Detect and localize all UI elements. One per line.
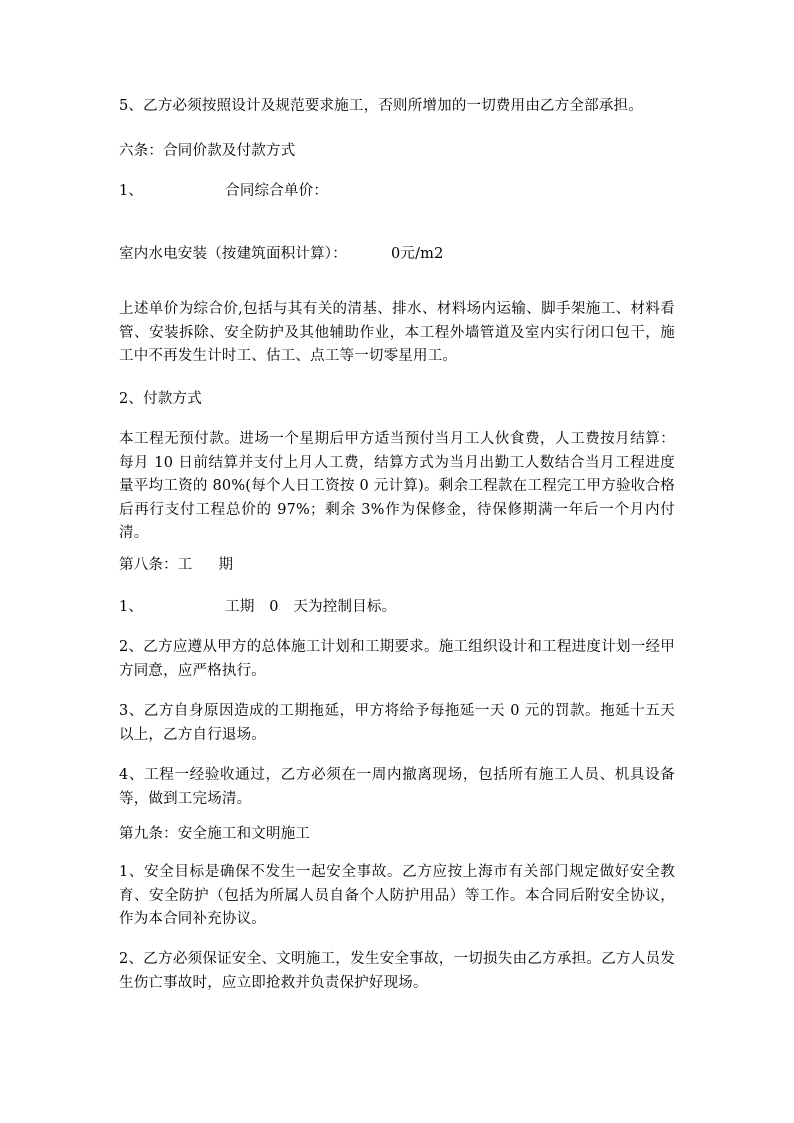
clause-8-1-number: 1、 [119, 599, 144, 615]
section-8-heading-part-a: 第八条：工 [119, 557, 193, 573]
item-1-line [119, 181, 679, 201]
clause-8-1-line [119, 597, 679, 617]
item-1-text: 合同综合单价： [225, 183, 329, 199]
price-label: 室内水电安装（按建筑面积计算）： [119, 246, 347, 262]
clause-9-2-paragraph: 2、乙方必须保证安全、文明施工，发生安全事故，一切损失由乙方承担。乙方人员发生伤亡事故时，应立即抢救并负责保护好现场。 [119, 951, 675, 991]
item-1-number: 1、 [119, 183, 144, 199]
section-9-heading: 第九条：安全施工和文明施工 [119, 826, 311, 842]
clause-8-1-text: 工期 0 天为控制目标。 [225, 599, 397, 615]
section-8-heading [119, 555, 679, 575]
price-line [119, 244, 679, 264]
clause-5-text: 5、乙方必须按照设计及规范要求施工，否则所增加的一切费用由乙方全部承担。 [119, 98, 643, 114]
unit-price-paragraph: 上述单价为综合价,包括与其有关的清基、排水、材料场内运输、脚手架施工、材料看管、安装拆除、安全防护及其他辅助作业，本工程外墙管道及室内实行闭口包干，施工中不再发生计时工、估工、点工等一切零星用工。 [119, 301, 675, 364]
clause-8-3-paragraph: 3、乙方自身原因造成的工期拖延，甲方将给予每拖延一天 0 元的罚款。拖延十五天以上，乙方自行退场。 [119, 703, 675, 743]
clause-8-2-paragraph: 2、乙方应遵从甲方的总体施工计划和工期要求。施工组织设计和工程进度计划一经甲方同意，应严格执行。 [119, 639, 675, 679]
price-value: 0元/m2 [390, 246, 444, 262]
clause-9-1-paragraph: 1、安全目标是确保不发生一起安全事故。乙方应按上海市有关部门规定做好安全教育、安全防护（包括为所属人员自备个人防护用品）等工作。本合同后附安全协议，作为本合同补充协议。 [119, 864, 675, 927]
item-2-heading: 2、付款方式 [119, 391, 202, 407]
clause-8-4-paragraph: 4、工程一经验收通过，乙方必须在一周内撤离现场，包括所有施工人员、机具设备等，做到工完场清。 [119, 767, 675, 807]
section-8-heading-part-b: 期 [218, 557, 234, 573]
payment-paragraph: 本工程无预付款。进场一个星期后甲方适当预付当月工人伙食费，人工费按月结算：每月 10 日前结算并支付上月人工费，结算方式为当月出勤工人数结合当月工程进度量平均工资的 80%(每个人日工资按 0 元计算)。剩余工程款在工程完工甲方验收合格后再行支付工程总价的 97%；剩余 3%作为保修金，待保修期满一年后一个月内付清。 [119, 431, 675, 541]
section-6-heading: 六条：合同价款及付款方式 [119, 143, 296, 159]
